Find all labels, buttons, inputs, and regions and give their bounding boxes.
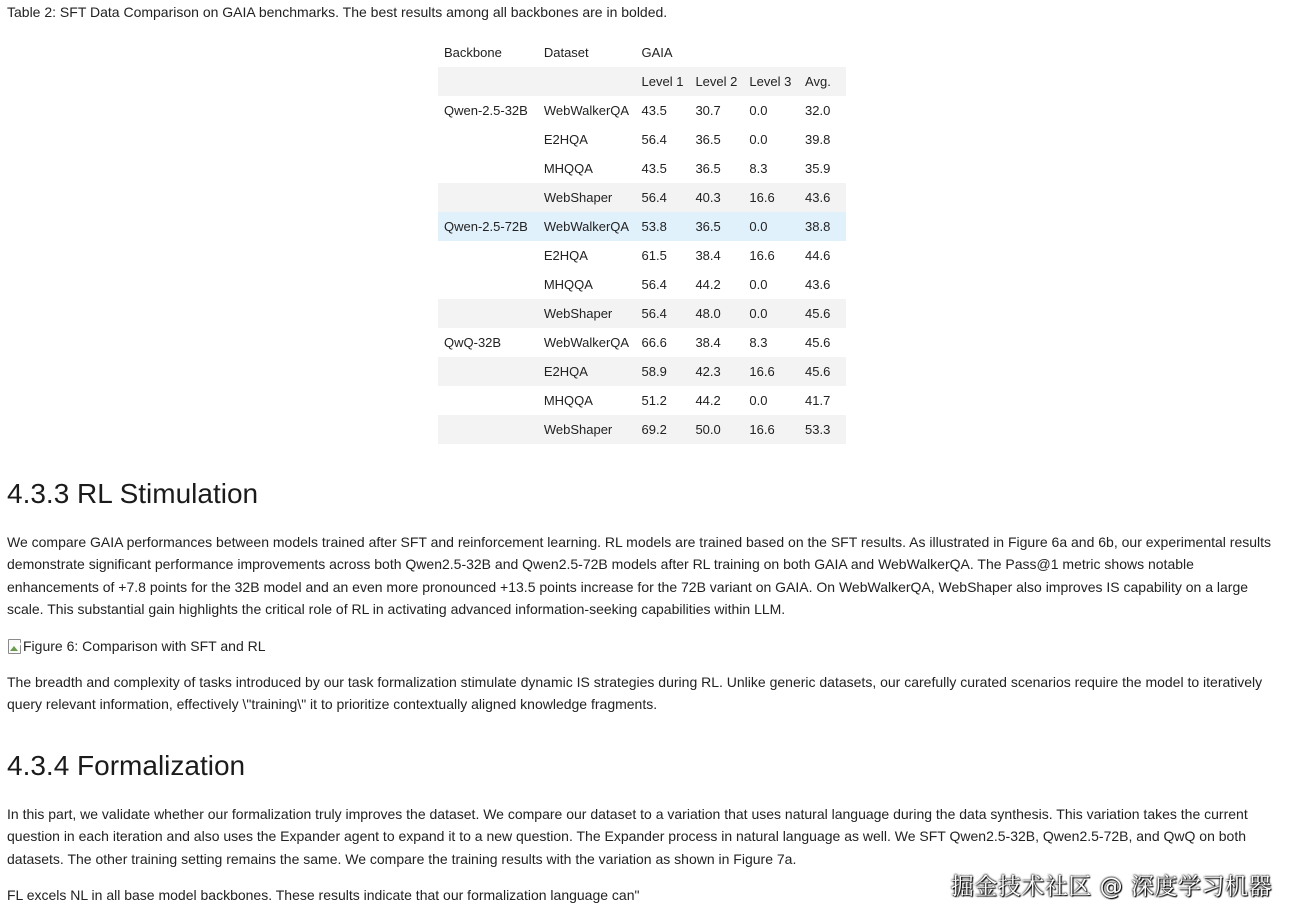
table-row: [438, 183, 846, 212]
avg-cell: 39.8: [805, 132, 831, 147]
level-2-cell: 38.4: [695, 248, 721, 263]
level-1-cell: 53.8: [636, 212, 690, 241]
table-row: [438, 241, 846, 270]
avg-cell: 43.6: [799, 183, 846, 212]
backbone-cell: [438, 241, 538, 270]
level-3-cell: 16.6: [743, 183, 799, 212]
empty-cell: [538, 67, 636, 96]
dataset-cell: WebShaper: [538, 415, 636, 444]
level-3-cell: 0.0: [749, 277, 768, 292]
table-row: [438, 415, 846, 444]
dataset-cell: WebShaper: [538, 183, 636, 212]
figure-6-image: [7, 636, 266, 656]
table-row: [438, 357, 846, 386]
backbone-cell: [438, 357, 538, 386]
level-1-cell: 56.4: [641, 277, 667, 292]
table-row: [438, 386, 846, 415]
level-2-cell: 44.2: [695, 277, 721, 292]
backbone-cell: [438, 386, 538, 415]
dataset-cell: E2HQA: [543, 248, 588, 263]
backbone-cell: [438, 270, 538, 299]
avg-cell: 45.6: [799, 357, 846, 386]
empty-cell: [438, 67, 538, 96]
table-header-row: [438, 38, 846, 67]
rl-paragraph-2: The breadth and complexity of tasks introduced by our task formalization stimulate dynamic IS strategies during RL. Unlike generic datasets, our carefully curated scenarios require the model to iteratively query relevant information, effectively \"training\" it to prioritize contextually aligned knowledge fragments.: [7, 674, 1263, 713]
level-1-cell: 56.4: [636, 299, 690, 328]
level-1-cell: 69.2: [636, 415, 690, 444]
level-2-cell: 48.0: [689, 299, 743, 328]
table-row: [438, 125, 846, 154]
watermark-text: 掘金技术社区 @ 深度学习机器: [950, 874, 1272, 900]
formalization-paragraph-2: FL excels NL in all base model backbones. These results indicate that our formalization language can": [7, 887, 640, 903]
dataset-cell: WebWalkerQA: [543, 335, 630, 350]
avg-cell: 35.9: [805, 161, 831, 176]
level-1-cell: 56.4: [636, 183, 690, 212]
level-1-cell: 66.6: [641, 335, 667, 350]
results-table: [438, 38, 846, 444]
header-avg: Avg.: [799, 67, 846, 96]
dataset-cell: WebWalkerQA: [538, 212, 636, 241]
avg-cell: 45.6: [799, 299, 846, 328]
backbone-cell: [438, 125, 538, 154]
level-1-cell: 56.4: [641, 132, 667, 147]
level-2-cell: 40.3: [689, 183, 743, 212]
backbone-cell: [438, 154, 538, 183]
table-row: [438, 96, 846, 125]
level-2-cell: 38.4: [695, 335, 721, 350]
avg-cell: 32.0: [805, 103, 831, 118]
level-3-cell: 16.6: [743, 415, 799, 444]
level-2-cell: 30.7: [695, 103, 721, 118]
backbone-cell: [438, 415, 538, 444]
formalization-paragraph-1: In this part, we validate whether our formalization truly improves the dataset. We compare our dataset to a variation that uses natural language during the data synthesis. This variation takes the current question in each iteration and also uses the Expander agent to expand it to a new question. The Expander process in natural language as well. We SFT Qwen2.5-32B, Qwen2.5-72B, and QwQ on both datasets. The other training setting remains the same. We compare the training results with the variation as shown in Figure 7a.: [7, 806, 1248, 867]
header-level-2: Level 2: [689, 67, 743, 96]
avg-cell: 38.8: [799, 212, 846, 241]
level-3-cell: 0.0: [743, 212, 799, 241]
level-3-cell: 0.0: [743, 299, 799, 328]
dataset-cell: E2HQA: [538, 357, 636, 386]
table-subheader-row: [438, 67, 846, 96]
dataset-cell: MHQQA: [543, 393, 593, 408]
level-2-cell: 44.2: [695, 393, 721, 408]
header-dataset: Dataset: [543, 45, 589, 60]
level-3-cell: 16.6: [743, 357, 799, 386]
backbone-cell: [438, 299, 538, 328]
level-1-cell: 61.5: [641, 248, 667, 263]
header-backbone: Backbone: [444, 45, 502, 60]
dataset-cell: WebWalkerQA: [543, 103, 630, 118]
level-3-cell: 0.0: [749, 103, 768, 118]
table-row: [438, 212, 846, 241]
level-2-cell: 36.5: [695, 161, 721, 176]
level-1-cell: 58.9: [636, 357, 690, 386]
level-2-cell: 50.0: [689, 415, 743, 444]
table-row: [438, 299, 846, 328]
avg-cell: 43.6: [805, 277, 831, 292]
avg-cell: 44.6: [805, 248, 831, 263]
section-heading-rl-stimulation: 4.3.3 RL Stimulation: [7, 478, 259, 509]
backbone-cell: Qwen-2.5-72B: [438, 212, 538, 241]
table-caption: Table 2: SFT Data Comparison on GAIA benchmarks. The best results among all backbones are in bolded.: [7, 4, 668, 20]
backbone-cell: Qwen-2.5-32B: [444, 103, 528, 118]
level-1-cell: 43.5: [641, 161, 667, 176]
backbone-cell: [438, 183, 538, 212]
table-row: [438, 154, 846, 183]
table-row: [438, 270, 846, 299]
level-1-cell: 43.5: [641, 103, 667, 118]
avg-cell: 45.6: [805, 335, 831, 350]
broken-image-icon: [7, 638, 21, 654]
header-gaia: GAIA: [641, 45, 673, 60]
dataset-cell: MHQQA: [543, 161, 593, 176]
level-2-cell: 36.5: [695, 132, 721, 147]
dataset-cell: MHQQA: [543, 277, 593, 292]
avg-cell: 41.7: [805, 393, 831, 408]
level-1-cell: 51.2: [641, 393, 667, 408]
backbone-cell: QwQ-32B: [444, 335, 502, 350]
level-2-cell: 36.5: [689, 212, 743, 241]
section-heading-formalization: 4.3.4 Formalization: [7, 750, 246, 781]
level-3-cell: 0.0: [749, 393, 768, 408]
level-2-cell: 42.3: [689, 357, 743, 386]
level-3-cell: 8.3: [749, 335, 768, 350]
level-3-cell: 16.6: [749, 248, 775, 263]
rl-paragraph-1: We compare GAIA performances between models trained after SFT and reinforcement learning. RL models are trained based on the SFT results. As illustrated in Figure 6a and 6b, our experimental results demonstrate significant performance improvements across both Qwen2.5-32B and Qwen2.5-72B models after RL training on both GAIA and WebWalkerQA. The Pass@1 metric shows notable enhancements of +7.8 points for the 32B model and an even more pronounced +13.5 points increase for the 72B variant on GAIA. On WebWalkerQA, WebShaper also improves IS capability on a large scale. This substantial gain highlights the critical role of RL in activating advanced information-seeking capabilities within LLM.: [7, 534, 1272, 617]
level-3-cell: 8.3: [749, 161, 768, 176]
header-level-1: Level 1: [636, 67, 690, 96]
sft-comparison-table: [438, 38, 846, 444]
header-level-3: Level 3: [743, 67, 799, 96]
table-row: [438, 328, 846, 357]
avg-cell: 53.3: [799, 415, 846, 444]
dataset-cell: E2HQA: [543, 132, 588, 147]
figure-6-alt-text: Figure 6: Comparison with SFT and RL: [23, 638, 266, 654]
level-3-cell: 0.0: [749, 132, 768, 147]
dataset-cell: WebShaper: [538, 299, 636, 328]
